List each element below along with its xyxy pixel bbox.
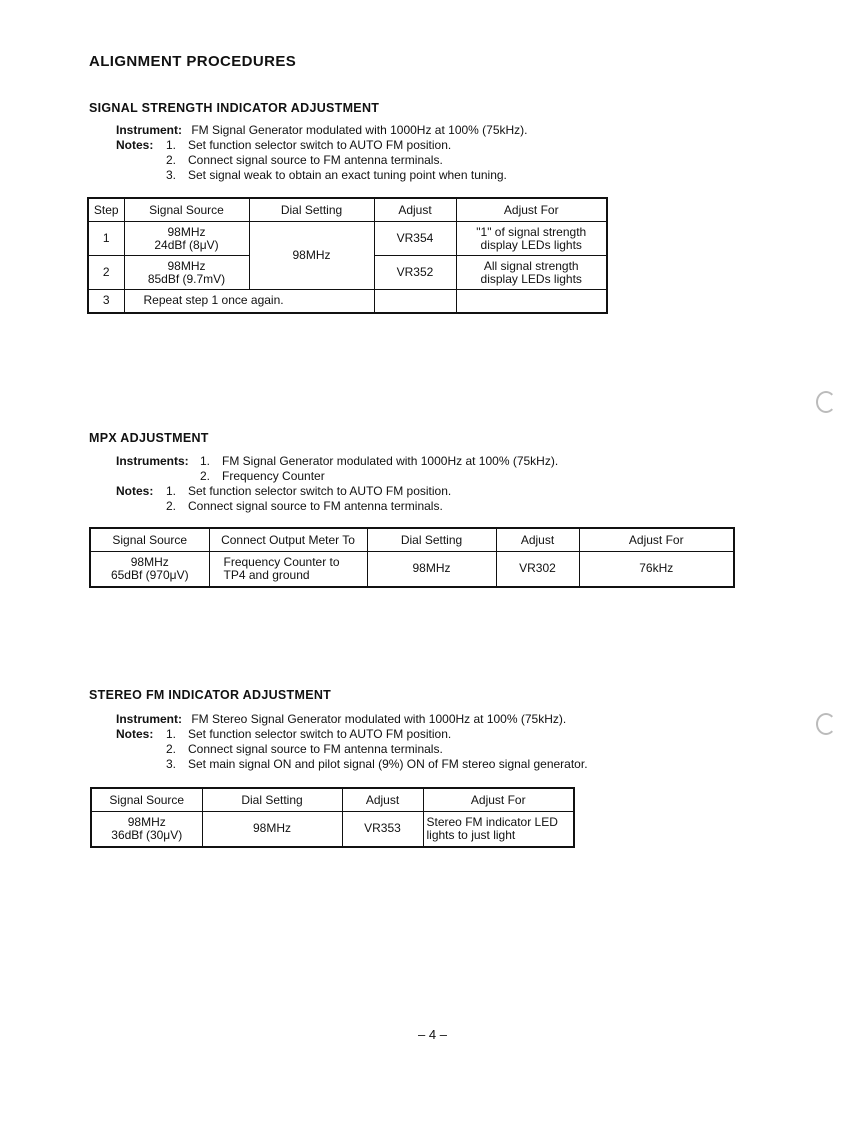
col-adjust-for: Adjust For (423, 788, 574, 812)
source-cell: 98MHz 85dBf (9.7mV) (124, 256, 249, 290)
note-text: Set signal weak to obtain an exact tuning point when tuning. (188, 168, 507, 182)
stereo-table (90, 787, 575, 848)
note-text: Connect signal source to FM antenna terminals. (188, 742, 443, 756)
meter-cell: Frequency Counter to TP4 and ground (209, 552, 367, 587)
col-signal-source: Signal Source (124, 198, 249, 222)
instrument-text: FM Signal Generator modulated with 1000Hz at 100% (75kHz). (222, 454, 559, 468)
adjust-for-cell: 76kHz (579, 552, 734, 587)
mpx-heading: MPX ADJUSTMENT (89, 431, 209, 445)
step-cell: 2 (88, 256, 124, 290)
mpx-instruments (116, 454, 558, 484)
mpx-table (89, 527, 735, 588)
note-number: 1. (166, 727, 177, 741)
instrument-label: Instrument: (116, 712, 182, 726)
col-signal-source: Signal Source (90, 528, 209, 552)
stereo-heading: STEREO FM INDICATOR ADJUSTMENT (89, 688, 332, 702)
instruments-label: Instruments: (116, 454, 189, 468)
instrument-number: 1. (200, 454, 211, 468)
col-adjust: Adjust (374, 198, 456, 222)
dial-cell: 98MHz (367, 552, 496, 587)
source-cell: 98MHz 36dBf (30μV) (91, 812, 202, 847)
signal-strength-notes (116, 138, 507, 183)
notes-label: Notes: (116, 484, 154, 498)
punch-hole-icon (816, 391, 836, 413)
step-cell: 1 (88, 222, 124, 256)
punch-hole-icon (816, 713, 836, 735)
note-number: 2. (166, 499, 177, 513)
empty-cell (374, 290, 456, 313)
instrument-text: FM Stereo Signal Generator modulated with 1000Hz at 100% (75kHz). (191, 712, 567, 726)
dial-cell: 98MHz (202, 812, 342, 847)
table-row (91, 812, 574, 847)
table-header-row (90, 528, 734, 552)
note-text: Connect signal source to FM antenna terminals. (188, 153, 443, 167)
note-text: Set main signal ON and pilot signal (9%) ON of FM stereo signal generator. (188, 757, 588, 771)
note-text: Set function selector switch to AUTO FM position. (188, 727, 452, 741)
instrument-number: 2. (200, 469, 211, 483)
signal-strength-table (87, 197, 608, 314)
adjust-for-cell: All signal strength display LEDs lights (456, 256, 607, 290)
instrument-text: FM Signal Generator modulated with 1000Hz at 100% (75kHz). (191, 123, 528, 137)
adjust-cell: VR352 (374, 256, 456, 290)
source-cell: 98MHz 65dBf (970μV) (90, 552, 209, 587)
table-header-row (88, 198, 607, 222)
source-cell: 98MHz 24dBf (8μV) (124, 222, 249, 256)
note-text: Connect signal source to FM antenna terminals. (188, 499, 443, 513)
dial-cell: 98MHz (249, 222, 374, 290)
repeat-cell: Repeat step 1 once again. (124, 290, 374, 313)
note-text: Set function selector switch to AUTO FM position. (188, 484, 452, 498)
col-dial-setting: Dial Setting (367, 528, 496, 552)
notes-label: Notes: (116, 138, 154, 152)
mpx-notes (116, 484, 451, 514)
page-number: – 4 – (418, 1027, 447, 1042)
col-adjust-for: Adjust For (456, 198, 607, 222)
step-cell: 3 (88, 290, 124, 313)
col-dial-setting: Dial Setting (249, 198, 374, 222)
adjust-for-cell: Stereo FM indicator LED lights to just light (423, 812, 574, 847)
table-row (90, 552, 734, 587)
note-text: Set function selector switch to AUTO FM position. (188, 138, 452, 152)
note-number: 2. (166, 153, 177, 167)
col-signal-source: Signal Source (91, 788, 202, 812)
adjust-cell: VR353 (342, 812, 423, 847)
page-title: ALIGNMENT PROCEDURES (89, 53, 297, 70)
instrument-text: Frequency Counter (222, 469, 325, 483)
col-adjust-for: Adjust For (579, 528, 734, 552)
adjust-cell: VR302 (496, 552, 579, 587)
stereo-notes (116, 727, 588, 772)
note-number: 3. (166, 757, 177, 771)
adjust-cell: VR354 (374, 222, 456, 256)
table-row (88, 290, 607, 313)
note-number: 1. (166, 484, 177, 498)
adjust-for-cell: "1" of signal strength display LEDs lights (456, 222, 607, 256)
col-adjust: Adjust (342, 788, 423, 812)
col-dial-setting: Dial Setting (202, 788, 342, 812)
signal-strength-instrument (116, 123, 528, 138)
note-number: 3. (166, 168, 177, 182)
note-number: 2. (166, 742, 177, 756)
table-header-row (91, 788, 574, 812)
signal-strength-heading: SIGNAL STRENGTH INDICATOR ADJUSTMENT (89, 101, 380, 115)
instrument-label: Instrument: (116, 123, 182, 137)
col-connect-output-meter: Connect Output Meter To (209, 528, 367, 552)
notes-label: Notes: (116, 727, 154, 741)
stereo-instrument (116, 712, 566, 727)
table-row (88, 222, 607, 256)
note-number: 1. (166, 138, 177, 152)
col-adjust: Adjust (496, 528, 579, 552)
col-step: Step (88, 198, 124, 222)
empty-cell (456, 290, 607, 313)
